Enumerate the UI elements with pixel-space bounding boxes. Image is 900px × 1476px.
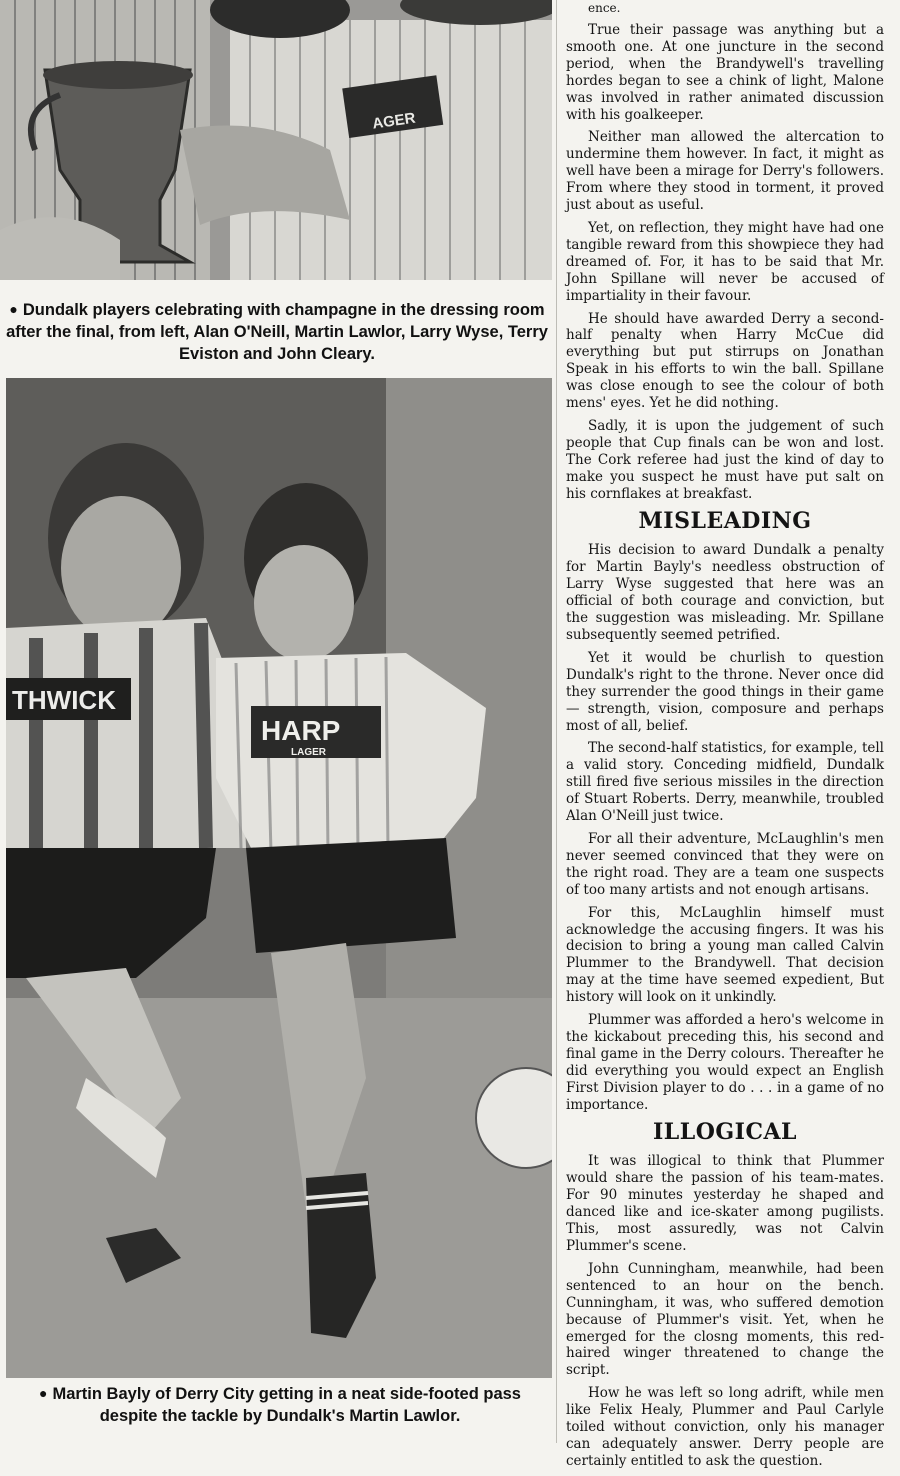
article-paragraph: He should have awarded Derry a second-half penalty when Harry McCue did everything but put stirrups on Jonathan Speak in his efforts to win the ball. Spillane was close enough to see the colour of both mens' eyes. Yet he did nothing. (566, 310, 884, 412)
caption-dressing-room-text: Dundalk players celebrating with champagne in the dressing room after the final, from left, Alan O'Neill, Martin Lawlor, Larry Wyse, Terry Eviston and John Cleary. (6, 301, 548, 363)
article-paragraph: It was illogical to think that Plummer would share the passion of his team-mates. For 90 minutes yesterday he shaped and danced like and ice-skater among pugilists. This, most assuredly, was not Calvin Plummer's scene. (566, 1153, 884, 1254)
caption-bullet-icon: ● (9, 301, 18, 317)
article-paragraph: How he was left so long adrift, while men like Felix Healy, Plummer and Paul Carlyle toiled without conviction, only his manager can adequately answer. Derry people are certainly entitled to ask the question. (566, 1385, 884, 1469)
sponsor-text-top: AGER (371, 109, 417, 133)
photo-match-action (6, 378, 552, 1378)
subheading-misleading: MISLEADING (638, 508, 812, 535)
caption-dressing-room (4, 298, 550, 365)
subheading-illogical: ILLOGICAL (652, 1119, 798, 1146)
article-paragraph: John Cunningham, meanwhile, had been sentenced to an hour on the bench. Cunningham, it was, who suffered demotion because of Plummer's visit. Yet, when he emerged for the closng moments, this red-haired winger threatened to change the script. (566, 1260, 884, 1379)
sponsor-text-left: THWICK (12, 685, 116, 715)
article-paragraph: Sadly, it is upon the judgement of such people that Cup finals can be won and lost. The Cork referee had just the kind of day to make you suspect he must have put salt on his cornflakes at breakfast. (566, 417, 884, 502)
article-paragraph: Yet it would be churlish to question Dundalk's right to the throne. Never once did they surrender the good things in their game — strength, vision, composure and perhaps most of all, belief. (566, 649, 884, 734)
article-column (566, 0, 884, 1476)
article-paragraph: For all their adventure, McLaughlin's men never seemed convinced that they were on the right road. They are a team one suspects of too many artists and not enough artisans. (566, 830, 884, 898)
article-paragraph: Neither man allowed the altercation to undermine them however. In fact, it might as well have been a mirage for Derry's followers. From where they stood in torment, it proved just about as useful. (566, 129, 884, 214)
photo-match-action-image (6, 378, 552, 1378)
article-paragraph: Yet, on reflection, they might have had one tangible reward from this showpiece they had dreamed of. For, it has to be said that Mr. John Spillane will never be accused of impartiality in their favour. (566, 219, 884, 304)
sponsor-text-right: HARP (261, 715, 341, 746)
article-paragraph: For this, McLaughlin himself must acknowledge the accusing fingers. It was his decision to bring a young man called Calvin Plummer to the Brandywell. That decision may at the time have seemed expedient, But history will look on it unkindly. (566, 904, 884, 1006)
photo-dressing-room-image (0, 0, 552, 280)
lead-fragment: ence. (588, 1, 621, 15)
caption-bullet-icon: ● (39, 1385, 48, 1401)
article-paragraph: True their passage was anything but a smooth one. At one juncture in the second period, when the Brandywell's travelling hordes began to see a chink of light, Malone was involved in rather animated discussion with his goalkeeper. (566, 22, 884, 123)
column-divider (556, 0, 557, 1443)
caption-match-action-text: Martin Bayly of Derry City getting in a neat side-footed pass despite the tackle by Dundalk's Martin Lawlor. (52, 1385, 521, 1425)
article-paragraph: Plummer was afforded a hero's welcome in the kickabout preceding this, his second and final game in the Derry colours. Thereafter he did everything you would expect an English First Division player to do . . . in a game of no importance. (566, 1012, 884, 1113)
article-paragraph: His decision to award Dundalk a penalty for Martin Bayly's needless obstruction of Larry Wyse suggested that here was an official of both courage and conviction, but the suggestion was misleading. Mr. Spillane subsequently seemed petrified. (566, 542, 884, 643)
photo-dressing-room (0, 0, 552, 280)
sponsor-subtext-right: LAGER (291, 747, 326, 758)
caption-match-action (8, 1382, 552, 1427)
article-paragraph: The second-half statistics, for example, tell a valid story. Conceding midfield, Dundalk still fired five serious missiles in the direction of Stuart Roberts. Derry, meanwhile, troubled Alan O'Neill just twice. (566, 740, 884, 825)
